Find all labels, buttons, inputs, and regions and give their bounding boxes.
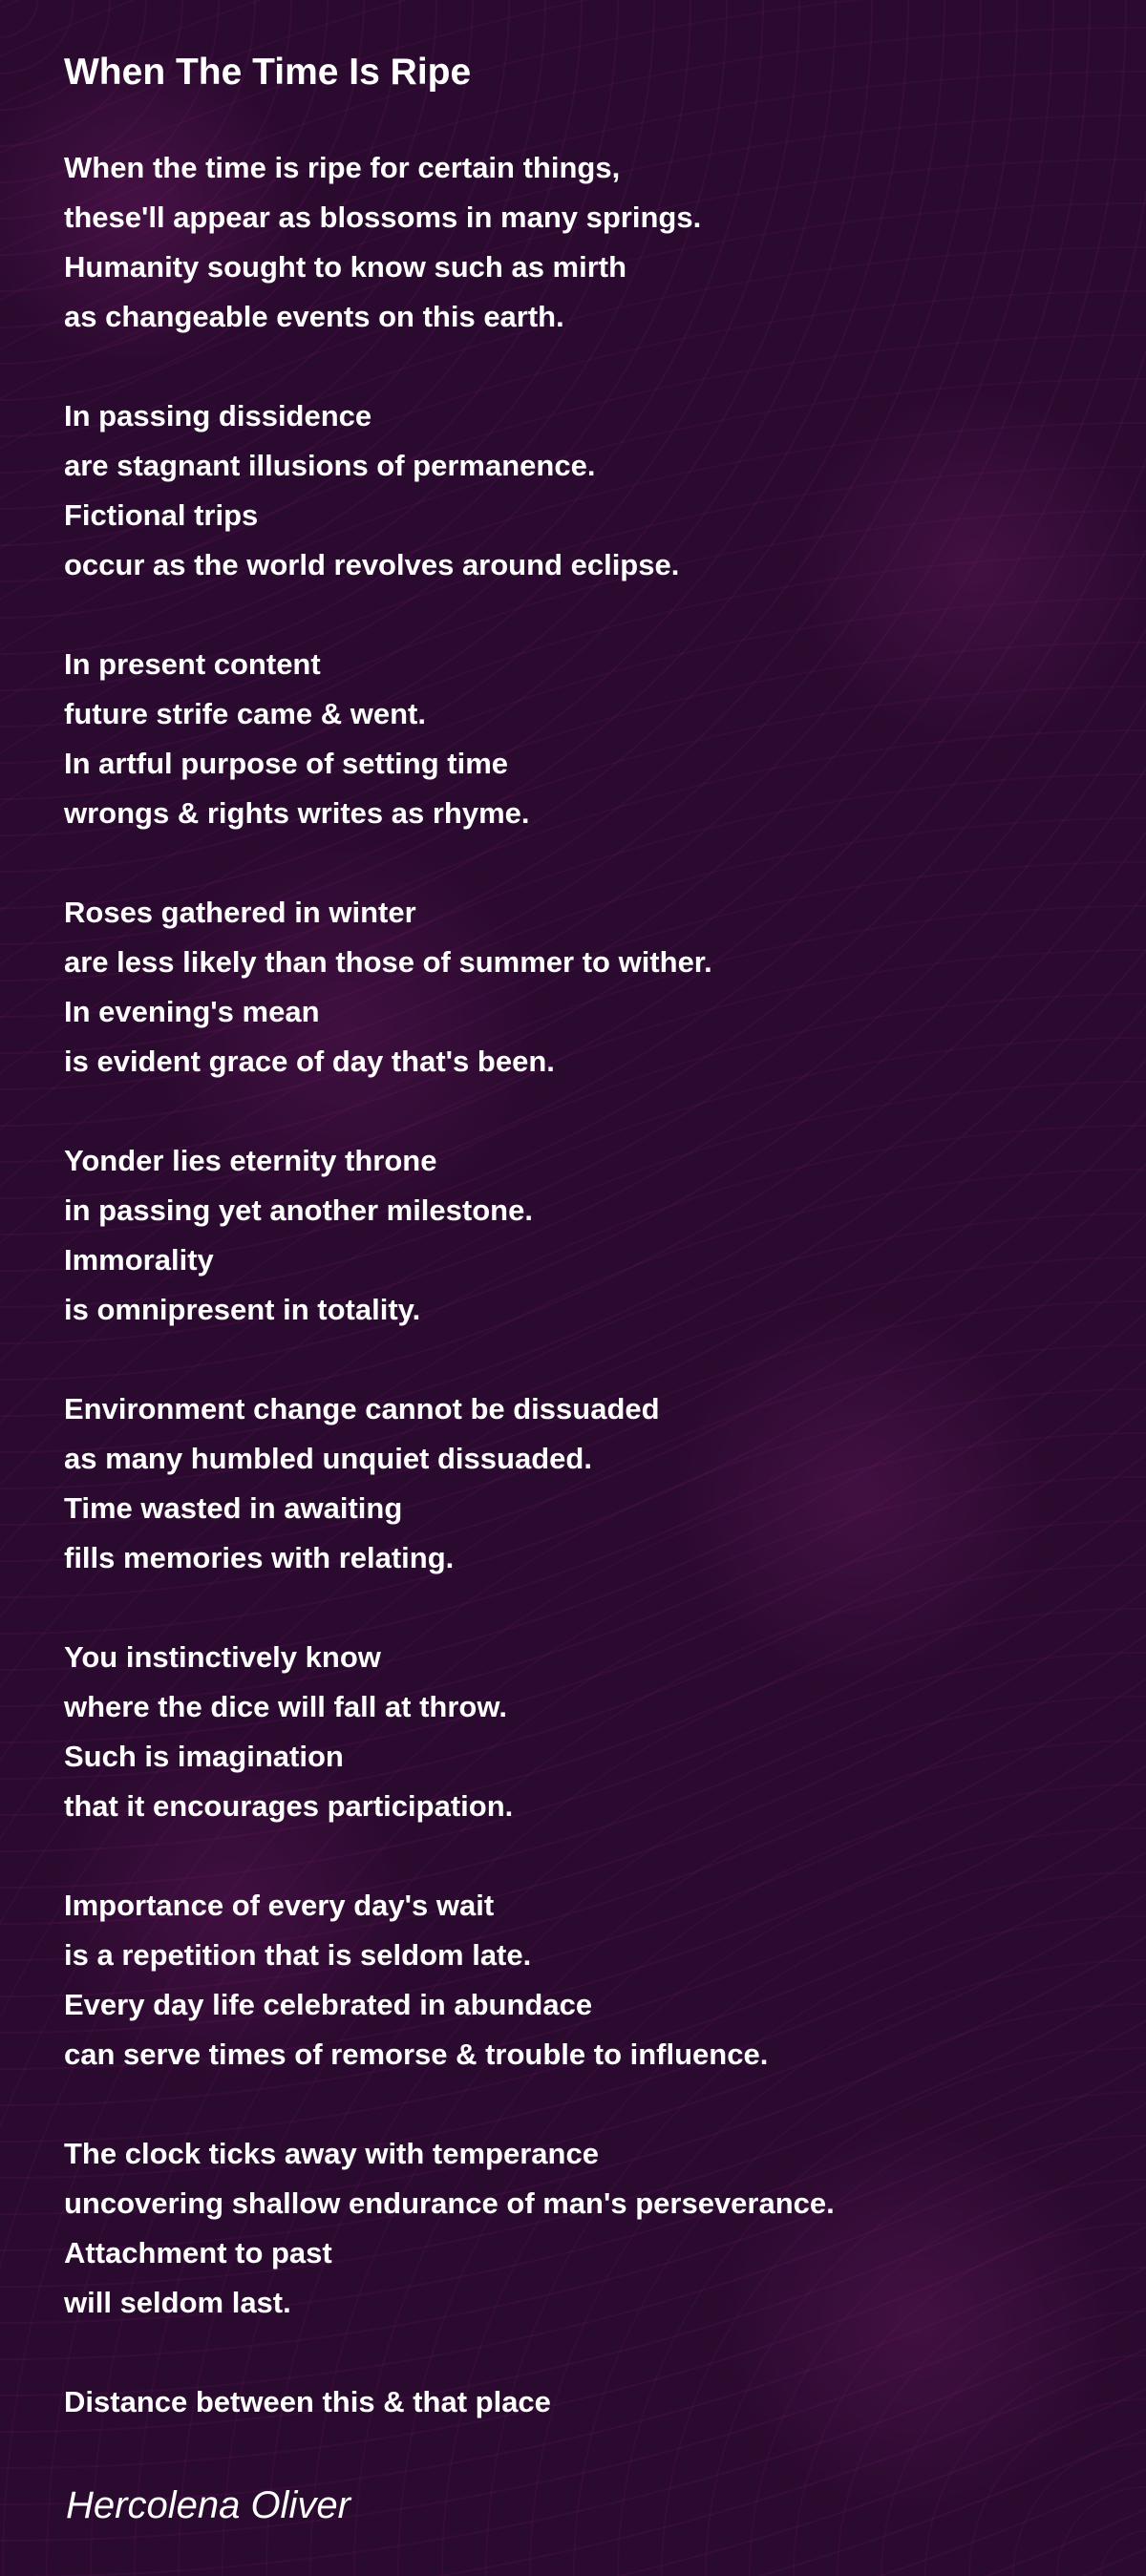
poem-line: Time wasted in awaiting [64,1491,403,1525]
poem-line: Roses gathered in winter [64,896,416,929]
poem-line: Immorality [64,1243,214,1277]
poem-line: as changeable events on this earth. [64,300,564,333]
stanza-6 [64,1384,1114,1583]
poem-line: as many humbled unquiet dissuaded. [64,1442,592,1475]
poem-line: Attachment to past [64,2236,332,2270]
poem-line: that it encourages participation. [64,1789,514,1823]
stanza-8 [64,1881,1114,2080]
poem-line: In artful purpose of setting time [64,747,509,780]
stanza-10 [64,2377,1114,2427]
poem-line: fills memories with relating. [64,1541,455,1574]
poem-line: are less likely than those of summer to wither. [64,945,712,979]
poem-line: In present content [64,647,321,681]
poem-line: Such is imagination [64,1740,344,1773]
stanza-7 [64,1633,1114,1831]
poem-line: In evening's mean [64,995,320,1028]
poem-line: Every day life celebrated in abundace [64,1988,593,2021]
poem-line: are stagnant illusions of permanence. [64,449,596,482]
stanza-4 [64,888,1114,1087]
poem-line: When the time is ripe for certain things, [64,151,621,184]
poem-line: in passing yet another milestone. [64,1193,533,1227]
poem-line: The clock ticks away with temperance [64,2137,599,2170]
poem-line: Yonder lies eternity throne [64,1144,437,1177]
poem-line: occur as the world revolves around eclipse. [64,548,680,581]
poem-line: will seldom last. [64,2286,291,2319]
poem-line: these'll appear as blossoms in many springs. [64,201,702,234]
author-name: Hercolena Oliver [66,2484,350,2526]
poem-line: is evident grace of day that's been. [64,1045,555,1078]
poem-line: uncovering shallow endurance of man's perseverance. [64,2186,835,2220]
poem-line: can serve times of remorse & trouble to influence. [64,2038,769,2071]
poem-line: Environment change cannot be dissuaded [64,1392,660,1425]
poem-line: You instinctively know [64,1640,381,1674]
poem-line: Fictional trips [64,498,259,532]
stanza-9 [64,2129,1114,2328]
poem-line: future strife came & went. [64,697,426,730]
poem-body [64,143,1114,2477]
poem-line: wrongs & rights writes as rhyme. [64,796,530,830]
poem-line: is omnipresent in totality. [64,1293,421,1326]
stanza-5 [64,1136,1114,1335]
poem-line: Importance of every day's wait [64,1889,495,1922]
poem-line: In passing dissidence [64,399,372,433]
poem-line: is a repetition that is seldom late. [64,1938,532,1972]
stanza-2 [64,391,1114,590]
poem-line: Humanity sought to know such as mirth [64,250,627,284]
stanza-1 [64,143,1114,342]
stanza-3 [64,640,1114,838]
poem-line: where the dice will fall at throw. [64,1690,507,1723]
poem-title: When The Time Is Ripe [64,52,472,93]
poem-line: Distance between this & that place [64,2385,551,2418]
